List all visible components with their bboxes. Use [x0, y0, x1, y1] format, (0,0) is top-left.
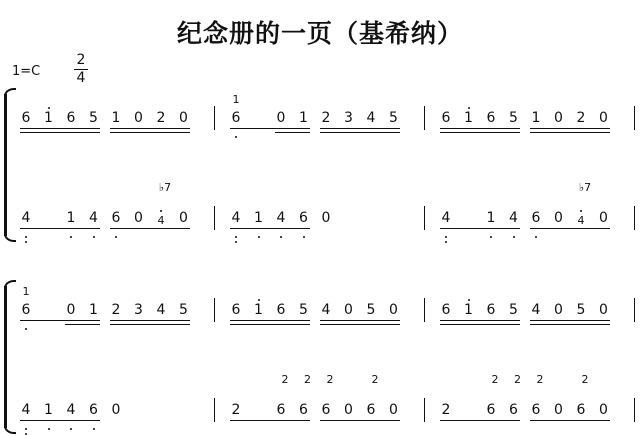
high-octave-dot	[160, 210, 162, 212]
note: 5	[299, 302, 308, 318]
note: 3	[344, 110, 353, 126]
beam-line	[440, 320, 520, 321]
note: 5	[89, 110, 98, 126]
note: 1	[89, 302, 98, 318]
beam-line	[530, 324, 610, 325]
note: 6	[576, 402, 586, 418]
note: 6	[276, 402, 286, 418]
beam-line	[20, 320, 100, 321]
note: 0	[179, 210, 188, 226]
barline	[634, 206, 635, 230]
chord-mark: 2	[581, 373, 589, 386]
barline	[214, 398, 215, 422]
key-signature: 1=C	[12, 64, 41, 79]
beam-line	[320, 324, 400, 325]
note: 6	[509, 402, 518, 418]
note: 6	[111, 210, 121, 226]
low-octave-dot	[25, 236, 27, 238]
score-title: 纪念册的一页（基希纳）	[176, 19, 463, 48]
low-octave-dot	[70, 236, 72, 238]
note: 4	[21, 210, 31, 226]
note: 2	[111, 302, 121, 318]
note: 1	[66, 210, 76, 226]
barline	[424, 206, 425, 230]
note: 4	[366, 110, 376, 126]
note: 5	[576, 302, 586, 318]
note: 2	[441, 402, 451, 418]
beam-line	[320, 132, 400, 133]
note: 4	[89, 210, 98, 226]
note: 2	[576, 110, 586, 126]
beam-line	[440, 132, 520, 133]
beam-line	[20, 128, 100, 129]
note: 2	[231, 402, 241, 418]
barline	[634, 106, 635, 130]
chord-mark: ♭7	[158, 181, 172, 194]
barline	[214, 298, 215, 322]
low-octave-dot	[115, 236, 117, 238]
note: 6	[276, 302, 286, 318]
note: 6	[441, 302, 451, 318]
beam-line	[440, 128, 520, 129]
low-octave-dot	[303, 236, 305, 238]
note: 1	[464, 110, 473, 126]
low-octave-dot	[93, 236, 95, 238]
note: 6	[486, 302, 496, 318]
note: 6	[66, 110, 76, 126]
note: 6	[486, 110, 496, 126]
high-octave-dot	[258, 299, 260, 301]
note: 1	[44, 110, 53, 126]
note: 1	[486, 210, 496, 226]
low-octave-dot	[490, 236, 492, 238]
chord-mark: 2	[514, 373, 521, 386]
note: 4	[441, 210, 451, 226]
note: 0	[179, 110, 188, 126]
note: 4	[577, 214, 585, 227]
low-octave-dot	[445, 236, 447, 238]
note: 4	[21, 402, 31, 418]
note: 6	[21, 110, 31, 126]
note: 0	[344, 402, 353, 418]
note: 4	[276, 210, 286, 226]
note: 5	[179, 302, 188, 318]
beam-line	[320, 128, 400, 129]
low-octave-dot	[258, 236, 260, 238]
low-octave-dot	[535, 236, 537, 238]
beam-line	[230, 420, 310, 421]
time-signature-top: 2	[76, 52, 86, 68]
note: 0	[111, 402, 121, 418]
beam-line	[440, 324, 520, 325]
chord-mark: 2	[371, 373, 379, 386]
note: 1	[299, 110, 308, 126]
note: 3	[134, 302, 143, 318]
barline	[424, 298, 425, 322]
note: 4	[157, 214, 165, 227]
chord-mark: 2	[491, 373, 499, 386]
beam-line	[275, 132, 310, 133]
chord-mark: 2	[326, 373, 334, 386]
high-octave-dot	[468, 107, 470, 109]
note: 0	[599, 210, 608, 226]
note: 0	[134, 110, 143, 126]
note: 0	[66, 302, 76, 318]
note: 0	[554, 402, 563, 418]
note: 0	[599, 402, 608, 418]
note: 4	[509, 210, 518, 226]
low-octave-dot	[70, 428, 72, 430]
note: 6	[366, 402, 376, 418]
tie-number: 1	[232, 93, 240, 106]
note: 6	[231, 110, 241, 126]
beam-line	[65, 324, 100, 325]
barline	[214, 106, 215, 130]
note: 6	[531, 402, 541, 418]
beam-line	[440, 420, 520, 421]
beam-line	[320, 320, 400, 321]
beam-line	[110, 228, 190, 229]
beam-line	[530, 420, 610, 421]
beam-line	[320, 420, 400, 421]
low-octave-dot	[235, 236, 237, 238]
note: 6	[299, 402, 308, 418]
low-octave-dot	[280, 236, 282, 238]
barline	[214, 206, 215, 230]
note: 6	[89, 402, 98, 418]
chord-mark: 2	[536, 373, 544, 386]
note: 5	[509, 110, 518, 126]
note: 0	[321, 210, 331, 226]
note: 2	[321, 110, 331, 126]
note: 1	[111, 110, 121, 126]
beam-line	[230, 228, 310, 229]
beam-line	[530, 128, 610, 129]
note: 0	[134, 210, 143, 226]
note: 0	[389, 402, 398, 418]
beam-line	[230, 324, 310, 325]
note: 5	[389, 110, 398, 126]
note: 2	[156, 110, 166, 126]
low-octave-dot	[25, 241, 27, 243]
beam-line	[20, 132, 100, 133]
note: 1	[254, 302, 263, 318]
beam-line	[230, 128, 310, 129]
low-octave-dot	[513, 236, 515, 238]
note: 4	[531, 302, 541, 318]
low-octave-dot	[48, 428, 50, 430]
beam-line	[530, 320, 610, 321]
beam-line	[110, 324, 190, 325]
low-octave-dot	[93, 428, 95, 430]
time-signature-bottom: 4	[76, 70, 86, 86]
note: 6	[441, 110, 451, 126]
system-2-brace	[4, 286, 14, 428]
chord-mark: 2	[304, 373, 311, 386]
barline	[634, 298, 635, 322]
beam-line	[440, 228, 520, 229]
beam-line	[110, 128, 190, 129]
low-octave-dot	[25, 433, 27, 435]
chord-mark: 2	[281, 373, 289, 386]
beam-line	[530, 132, 610, 133]
note: 0	[276, 110, 286, 126]
low-octave-dot	[25, 328, 27, 330]
note: 0	[599, 110, 608, 126]
note: 6	[486, 402, 496, 418]
note: 0	[389, 302, 398, 318]
note: 0	[344, 302, 353, 318]
beam-line	[110, 132, 190, 133]
barline	[424, 106, 425, 130]
low-octave-dot	[25, 428, 27, 430]
note: 6	[321, 402, 331, 418]
beam-line	[230, 320, 310, 321]
note: 6	[531, 210, 541, 226]
note: 0	[599, 302, 608, 318]
note: 6	[299, 210, 308, 226]
high-octave-dot	[580, 210, 582, 212]
barline	[634, 398, 635, 422]
beam-line	[530, 228, 610, 229]
note: 4	[231, 210, 241, 226]
note: 0	[554, 210, 563, 226]
note: 1	[531, 110, 541, 126]
barline	[424, 398, 425, 422]
chord-mark: ♭7	[578, 181, 592, 194]
high-octave-dot	[468, 299, 470, 301]
system-1-brace	[4, 94, 14, 236]
tie-number: 1	[22, 285, 30, 298]
beam-line	[20, 228, 100, 229]
note: 1	[44, 402, 53, 418]
note: 6	[21, 302, 31, 318]
beam-line	[110, 320, 190, 321]
high-octave-dot	[48, 107, 50, 109]
note: 1	[254, 210, 263, 226]
low-octave-dot	[235, 241, 237, 243]
note: 6	[231, 302, 241, 318]
beam-line	[20, 420, 100, 421]
note: 4	[156, 302, 166, 318]
low-octave-dot	[445, 241, 447, 243]
note: 5	[366, 302, 376, 318]
note: 4	[321, 302, 331, 318]
note: 5	[509, 302, 518, 318]
note: 0	[554, 110, 563, 126]
note: 1	[464, 302, 473, 318]
note: 4	[66, 402, 76, 418]
low-octave-dot	[235, 136, 237, 138]
note: 0	[554, 302, 563, 318]
